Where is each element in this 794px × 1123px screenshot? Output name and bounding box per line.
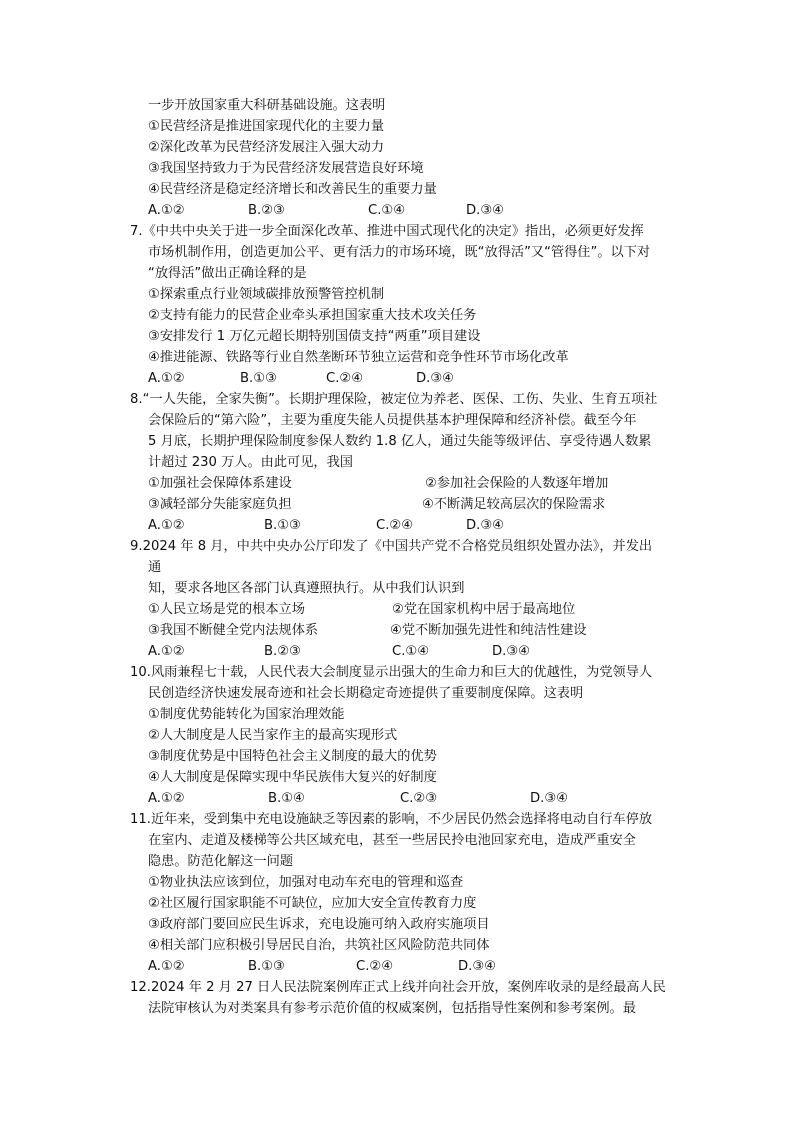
q8-item-4: ④不断满足较高层次的保险需求 [422,497,606,512]
q9-stem-line-2: 通 [148,560,162,575]
q10-item-4: ④人大制度是保障实现中华民族伟大复兴的好制度 [148,770,437,785]
q9-stem-line-1: 9.2024 年 8 月，中共中央办公厅印发了《中国共产党不合格党员组织处置办法》，并发出 [130,539,653,554]
q6-item-3: ③我国坚持致力于为民营经济发展营造良好环境 [148,161,424,176]
q9-option-a: A.①② [148,644,185,659]
q8-item-1: ①加强社会保障体系建设 [148,476,292,491]
q8-option-a: A.①② [148,518,185,533]
q8-stem-line-2: 会保险后的“第六险”，主要为重度失能人员提供基本护理保障和经济补偿。截至今年 [148,413,637,428]
q9-item-1: ①人民立场是党的根本立场 [148,602,305,617]
q9-option-b: B.②③ [264,644,301,659]
q7-option-b: B.①③ [240,371,277,386]
q11-item-2: ②社区履行国家职能不可缺位，应加大安全宣传教育力度 [148,896,477,911]
q10-option-d: D.③④ [530,791,568,806]
q7-option-c: C.②④ [326,371,364,386]
q6-item-1: ①民营经济是推进国家现代化的主要力量 [148,119,385,134]
q9-stem-line-3: 知，要求各地区各部门认真遵照执行。从中我们认识到 [148,581,465,596]
q8-stem-line-3: 5 月底，长期护理保险制度参保人数约 1.8 亿人，通过失能等级评估、享受待遇人数累 [148,434,652,449]
q11-stem-line-1: 11.近年来，受到集中充电设施缺乏等因素的影响，不少居民仍然会选择将电动自行车停放 [130,812,653,827]
q8-item-3: ③减轻部分失能家庭负担 [148,497,292,512]
q7-stem-line-2: 市场机制作用，创造更加公平、更有活力的市场环境，既“放得活”又“管得住”。以下对 [148,245,651,260]
q8-option-b: B.①③ [264,518,301,533]
q6-option-b: B.②③ [248,203,285,218]
q6-stem-tail: 一步开放国家重大科研基础设施。这表明 [148,98,386,113]
q9-item-4: ④党不断加强先进性和纯洁性建设 [390,623,587,638]
q11-stem-line-3: 隐患。防范化解这一问题 [148,854,294,869]
q11-item-3: ③政府部门要回应民生诉求，充电设施可纳入政府实施项目 [148,917,490,932]
q6-option-a: A.①② [148,203,185,218]
q9-item-2: ②党在国家机构中居于最高地位 [392,602,576,617]
q11-option-a: A.①② [148,959,185,974]
q8-option-c: C.②④ [376,518,414,533]
q7-item-2: ②支持有能力的民营企业牵头承担国家重大技术攻关任务 [148,308,477,323]
q12-stem-line-2: 法院审核认为对类案具有参考示范价值的权威案例，包括指导性案例和参考案例。最 [148,1001,636,1016]
q8-stem-line-4: 计超过 230 万人。由此可见，我国 [148,455,353,470]
q8-option-d: D.③④ [466,518,504,533]
q10-item-1: ①制度优势能转化为国家治理效能 [148,707,345,722]
q10-option-b: B.①④ [268,791,305,806]
q9-option-c: C.①④ [392,644,430,659]
q7-option-d: D.③④ [416,371,454,386]
q7-option-a: A.①② [148,371,185,386]
q10-option-c: C.②③ [400,791,438,806]
q11-option-d: D.③④ [458,959,496,974]
q7-item-1: ①探索重点行业领域碳排放预警管控机制 [148,287,385,302]
q6-item-4: ④民营经济是稳定经济增长和改善民生的重要力量 [148,182,437,197]
q10-option-a: A.①② [148,791,185,806]
q7-item-4: ④推进能源、铁路等行业自然垄断环节独立运营和竞争性环节市场化改革 [148,350,569,365]
q6-option-d: D.③④ [466,203,504,218]
q11-option-b: B.①③ [248,959,285,974]
q10-item-2: ②人大制度是人民当家作主的最高实现形式 [148,728,398,743]
q10-stem-line-2: 民创造经济快速发展奇迹和社会长期稳定奇迹提供了重要制度保障。这表明 [148,686,584,701]
q7-stem-line-3: “放得活”做出正确诠释的是 [148,266,307,281]
q11-item-1: ①物业执法应该到位，加强对电动车充电的管理和巡查 [148,875,464,890]
q6-option-c: C.①④ [368,203,406,218]
q10-stem-line-1: 10.风雨兼程七十载，人民代表大会制度显示出强大的生命力和巨大的优越性，为党领导人 [130,665,653,680]
q7-stem-line-1: 7.《中共中央关于进一步全面深化改革、推进中国式现代化的决定》指出，必须更好发挥 [130,224,644,239]
q9-item-3: ③我国不断健全党内法规体系 [148,623,319,638]
q6-item-2: ②深化改革为民营经济发展注入强大动力 [148,140,385,155]
q11-option-c: C.②④ [356,959,394,974]
q10-item-3: ③制度优势是中国特色社会主义制度的最大的优势 [148,749,437,764]
q12-stem-line-1: 12.2024 年 2 月 27 日人民法院案例库正式上线并向社会开放，案例库收录的是经最高人民 [130,980,666,995]
q11-item-4: ④相关部门应积极引导居民自治，共筑社区风险防范共同体 [148,938,490,953]
q7-item-3: ③安排发行 1 万亿元超长期特别国债支持“两重”项目建设 [148,329,481,344]
q8-item-2: ②参加社会保险的人数逐年增加 [425,476,609,491]
q11-stem-line-2: 在室内、走道及楼梯等公共区域充电，甚至一些居民拎电池回家充电，造成严重安全 [148,833,636,848]
q9-option-d: D.③④ [492,644,530,659]
q8-stem-line-1: 8.“一人失能，全家失衡”。长期护理保险，被定位为养老、医保、工伤、失业、生育五项社 [130,392,658,407]
